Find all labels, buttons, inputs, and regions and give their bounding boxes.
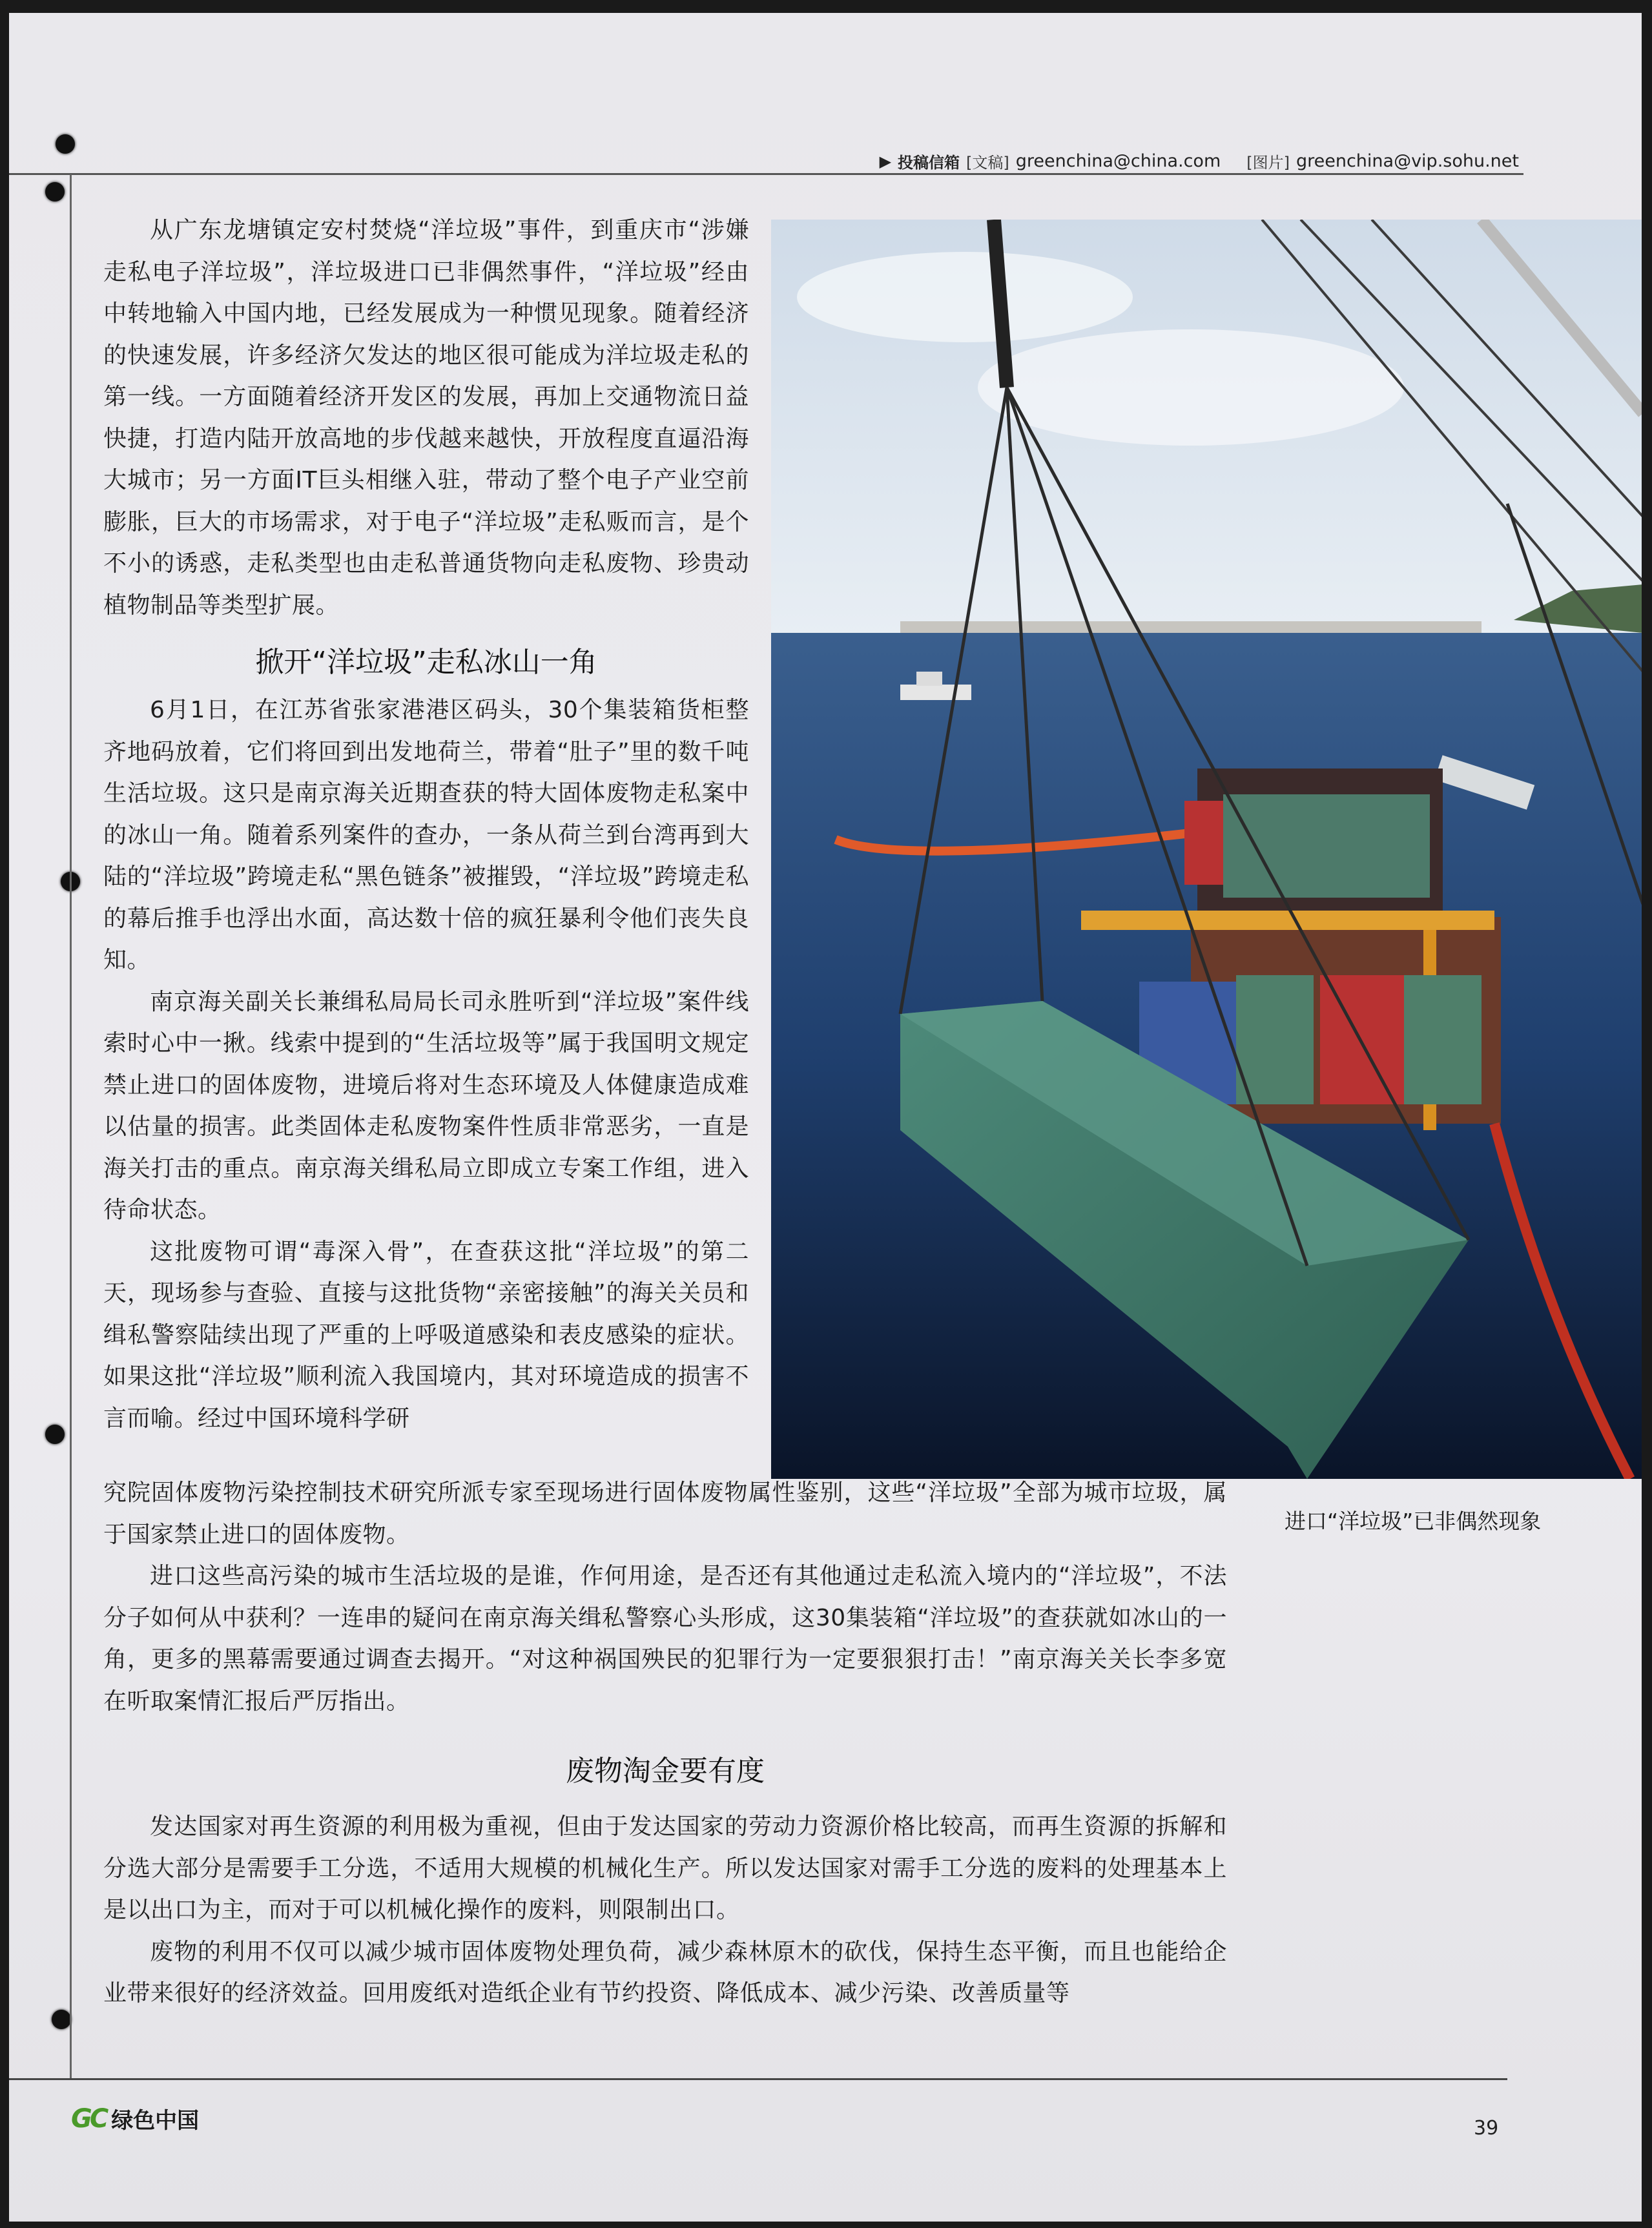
container-ship-photo xyxy=(771,220,1642,1479)
header-label: 投稿信箱 xyxy=(898,154,960,172)
article-column xyxy=(103,210,749,1439)
magazine-page xyxy=(9,13,1642,2222)
photo-illustration xyxy=(771,220,1642,1479)
text-email[interactable]: greenchina@china.com xyxy=(1015,151,1221,171)
paragraph: 废物的利用不仅可以减少城市固体废物处理负荷，减少森林原木的砍伐，保持生态平衡，而且也能给企业带来很好的经济效益。回用废纸对造纸企业有节约投资、降低成本、减少污染、改善质量等 xyxy=(103,1938,1227,2006)
paragraph: 6月1日，在江苏省张家港港区码头，30个集装箱货柜整齐地码放着，它们将回到出发地荷兰，带着“肚子”里的数千吨生活垃圾。这只是南京海关近期查获的特大固体废物走私案中的冰山一角。随着系列案件的查办，一条从荷兰到台湾再到大陆的“洋垃圾”跨境走私“黑色链条”被摧毁，“洋垃圾”跨境走私的幕后推手也浮出水面，高达数十倍的疯狂暴利令他们丧失良知。 xyxy=(103,697,749,973)
play-arrow-icon: ▶ xyxy=(879,152,892,170)
image-email[interactable]: greenchina@vip.sohu.net xyxy=(1296,151,1519,171)
image-tag: [图片] xyxy=(1246,154,1290,172)
paragraph: 南京海关副关长兼缉私局局长司永胜听到“洋垃圾”案件线索时心中一揪。线索中提到的“生活垃圾等”属于我国明文规定禁止进口的固体废物，进境后将对生态环境及人体健康造成难以估量的损害。此类固体走私废物案件性质非常恶劣，一直是海关打击的重点。南京海关缉私局立即成立专案工作组，进入待命状态。 xyxy=(103,988,749,1223)
submission-header xyxy=(880,150,1519,172)
footer-rule xyxy=(9,2078,1507,2080)
paragraph-continued: 究院固体废物污染控制技术研究所派专家至现场进行固体废物属性鉴别，这些“洋垃圾”全部为城市垃圾，属于国家禁止进口的固体废物。 xyxy=(103,1480,1227,1548)
page-number: 39 xyxy=(1474,2117,1499,2140)
photo-caption: 进口“洋垃圾”已非偶然现象 xyxy=(1285,1509,1542,1534)
section-heading-1: 掀开“洋垃圾”走私冰山一角 xyxy=(255,646,597,679)
margin-rule xyxy=(70,174,72,2079)
binder-hole xyxy=(45,182,65,201)
paragraph: 发达国家对再生资源的利用极为重视，但由于发达国家的劳动力资源价格比较高，而再生资源的拆解和分选大部分是需要手工分选，不适用大规模的机械化生产。所以发达国家对需手工分选的废料的处理基本上是以出口为主，而对于可以机械化操作的废料，则限制出口。 xyxy=(103,1813,1227,1923)
logo-text: 绿色中国 xyxy=(111,2108,200,2134)
section-heading-2: 废物淘金要有度 xyxy=(566,1755,765,1788)
binder-hole xyxy=(45,1425,65,1444)
paragraph: 这批废物可谓“毒深入骨”，在查获这批“洋垃圾”的第二天，现场参与查验、直接与这批货物“亲密接触”的海关关员和缉私警察陆续出现了严重的上呼吸道感染和表皮感染的症状。如果这批“洋垃圾”顺利流入我国境内，其对环境造成的损害不言而喻。经过中国环境科学研 xyxy=(103,1238,749,1432)
binder-hole xyxy=(52,2010,71,2029)
logo-mark: GC xyxy=(71,2103,107,2134)
article-wide-column xyxy=(103,1472,1227,2015)
text-tag: [文稿] xyxy=(966,154,1009,172)
magazine-logo xyxy=(71,2103,199,2134)
paragraph: 进口这些高污染的城市生活垃圾的是谁，作何用途，是否还有其他通过走私流入境内的“洋垃圾”，不法分子如何从中获利？一连串的疑问在南京海关缉私警察心头形成，这30集装箱“洋垃圾”的查获就如冰山的一角，更多的黑幕需要通过调查去揭开。“对这种祸国殃民的犯罪行为一定要狠狠打击！”南京海关关长李多宽在听取案情汇报后严厉指出。 xyxy=(103,1563,1227,1715)
header-rule xyxy=(9,173,1523,175)
binder-hole xyxy=(56,134,75,154)
intro-paragraph: 从广东龙塘镇定安村焚烧“洋垃圾”事件，到重庆市“涉嫌走私电子洋垃圾”，洋垃圾进口已非偶然事件，“洋垃圾”经由中转地输入中国内地，已经发展成为一种惯见现象。随着经济的快速发展，许多经济欠发达的地区很可能成为洋垃圾走私的第一线。一方面随着经济开发区的发展，再加上交通物流日益快捷，打造内陆开放高地的步伐越来越快，开放程度直逼沿海大城市；另一方面IT巨头相继入驻，带动了整个电子产业空前膨胀，巨大的市场需求，对于电子“洋垃圾”走私贩而言，是个不小的诱惑，走私类型也由走私普通货物向走私废物、珍贵动植物制品等类型扩展。 xyxy=(103,217,749,619)
